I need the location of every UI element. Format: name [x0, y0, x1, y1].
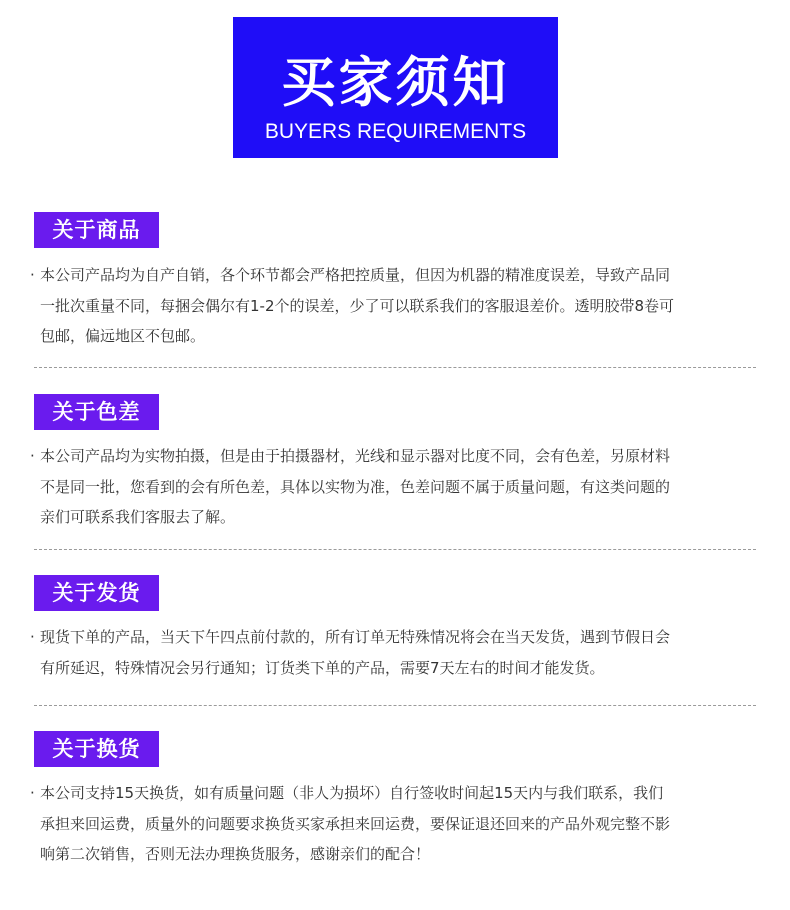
section-text-products	[30, 260, 762, 352]
text-line: 亲们可联系我们客服去了解。	[40, 508, 236, 526]
section-text-exchange	[30, 778, 762, 870]
section-color-difference	[0, 394, 790, 534]
page-subtitle: BUYERS REQUIREMENTS	[264, 120, 527, 143]
section-shipping	[0, 575, 790, 685]
section-tag-exchange: 关于换货	[34, 731, 159, 767]
text-line: 响第二次销售，否则无法办理换货服务，感谢亲们的配合！	[40, 845, 431, 863]
text-line	[30, 622, 762, 653]
section-products	[0, 212, 790, 352]
section-tag-shipping: 关于发货	[34, 575, 159, 611]
header-banner	[233, 17, 558, 158]
text-line: 一批次重量不同，每捆会偶尔有1-2个的误差，少了可以联系我们的客服退差价。透明胶带8卷可	[40, 296, 675, 315]
section-divider	[34, 549, 756, 550]
text-line	[30, 441, 762, 472]
section-exchange	[0, 731, 790, 881]
bullet-dot: ·	[30, 266, 35, 284]
bullet-dot: ·	[30, 447, 35, 465]
text-line-content: 本公司产品均为实物拍摄，但是由于拍摄器材，光线和显示器对比度不同，会有色差，另原材料	[40, 447, 671, 465]
text-line: 有所延迟，特殊情况会另行通知；订货类下单的产品，需要7天左右的时间才能发货。	[40, 658, 605, 677]
text-line	[30, 260, 762, 291]
section-text-shipping	[30, 622, 762, 683]
section-tag-color-difference: 关于色差	[34, 394, 159, 430]
text-line: 包邮，偏远地区不包邮。	[40, 327, 206, 345]
page-title: 买家须知	[281, 51, 510, 114]
bullet-dot: ·	[30, 784, 35, 802]
text-line: 不是同一批，您看到的会有所色差，具体以实物为准，色差问题不属于质量问题，有这类问题的	[40, 477, 671, 496]
text-line: 承担来回运费，质量外的问题要求换货买家承担来回运费，要保证退还回来的产品外观完整不影	[40, 814, 671, 833]
text-line-content: 本公司支持15天换货，如有质量问题（非人为损坏）自行签收时间起15天内与我们联系，我们	[40, 784, 664, 802]
text-line	[30, 778, 762, 809]
section-divider	[34, 367, 756, 368]
text-line-content: 本公司产品均为自产自销，各个环节都会严格把控质量，但因为机器的精准度误差，导致产品同	[40, 266, 671, 284]
section-divider	[34, 705, 756, 706]
bullet-dot: ·	[30, 628, 35, 646]
section-tag-products: 关于商品	[34, 212, 159, 248]
text-line-content: 现货下单的产品，当天下午四点前付款的，所有订单无特殊情况将会在当天发货，遇到节假日会	[40, 628, 671, 646]
section-text-color-difference	[30, 441, 762, 533]
